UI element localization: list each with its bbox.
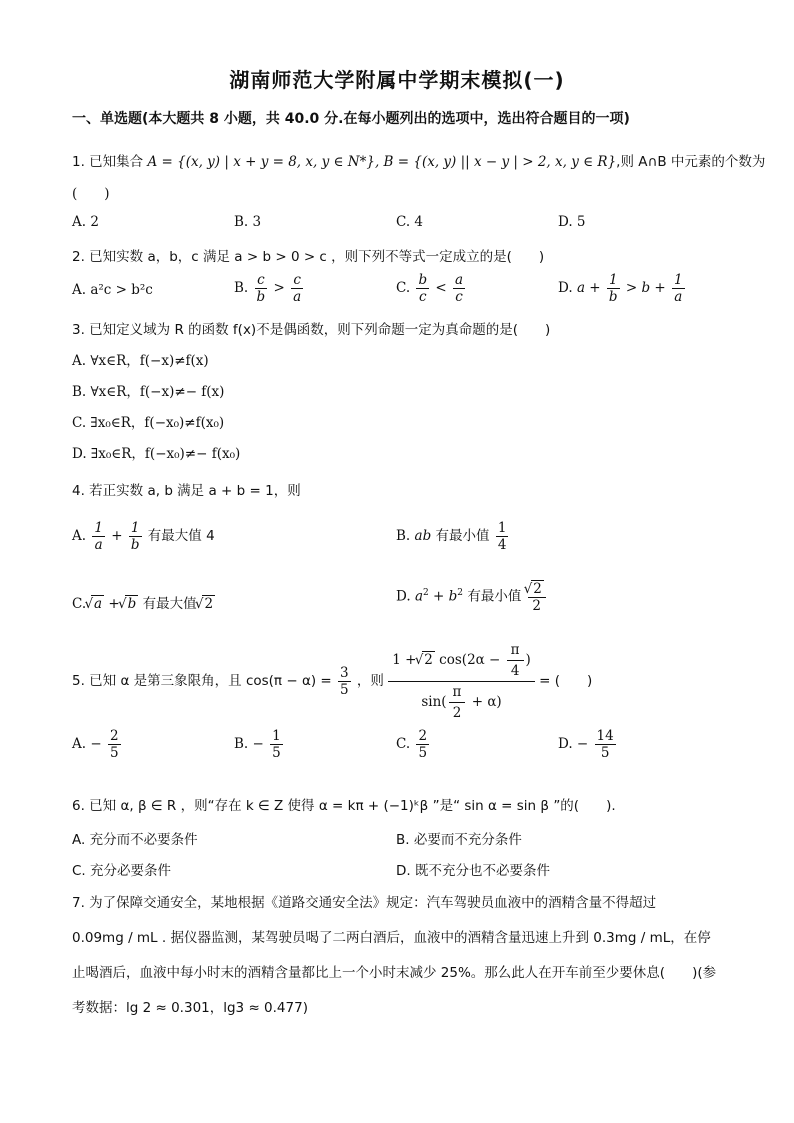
q1-option-d: D. 5 (558, 214, 586, 230)
q4-option-b: B. ab 有最小值 $\frac{1}{4}$ (396, 520, 507, 553)
q5-option-d: D. − $\frac{14}{5}$ (558, 728, 614, 761)
q1-suffix: ,则 A∩B 中元素的个数为 (616, 154, 766, 170)
q2-option-c: C. $\frac{b}{c}$ < $\frac{a}{c}$ (396, 272, 464, 305)
q3-option-c: C. ∃x₀∈R，f(−x₀)≠f(x₀) (72, 415, 225, 431)
q5-stem-mid: ，则 (356, 673, 384, 689)
q1-option-c: C. 4 (396, 214, 424, 230)
q1-paren: ( ) (72, 186, 110, 202)
q5-stem-end: = ( ) (539, 673, 593, 689)
q4-option-d: D. $a^2 + b^2$ 有最小值 √ $\frac{2}{2}$ (396, 580, 548, 614)
q6-option-b: B. 必要而不充分条件 (396, 832, 522, 848)
q6-option-a: A. 充分而不必要条件 (72, 832, 198, 848)
q4-option-c-tail: 有最大值 (142, 596, 197, 612)
question-5-stem: 5. 已知 α 是第三象限角，且 cos(π − α) = $\frac{3}{5}$ ，则 1 + √ 2 cos(2α − $\frac{\pi}{4}$ ) sin( $\frac{\pi}{2}$ + α) = ( ) (72, 642, 592, 721)
q1-set-a: A = {(x, y) | x + y = 8, x, y ∈ N*} (147, 154, 375, 170)
question-7-line-2: 0.09mg / mL . 据仪器监测，某驾驶员喝了二两白酒后，血液中的酒精含量迅速上升到 0.3mg / mL，在停 (72, 930, 711, 946)
section-heading: 一、单选题(本大题共 8 小题，共 40.0 分.在每小题列出的选项中，选出符合题目的一项) (72, 111, 630, 127)
question-7-line-1: 7. 为了保障交通安全，某地根据《道路交通安全法》规定：汽车驾驶员血液中的酒精含量不得超过 (72, 895, 657, 911)
q2-option-b: B. $\frac{c}{b}$ > $\frac{c}{a}$ (234, 272, 302, 305)
q4-option-a: A. $\frac{1}{a}$ + $\frac{1}{b}$ 有最大值 4 (72, 520, 215, 553)
question-1-stem (72, 150, 765, 170)
q6-option-d: D. 既不充分也不必要条件 (396, 863, 550, 879)
q4-option-c: C. √ a + √ b 有最大值 √ 2 (72, 592, 215, 612)
q3-option-b: B. ∀x∈R，f(−x)≠− f(x) (72, 384, 225, 400)
question-7-line-3: 止喝酒后，血液中每小时末的酒精含量都比上一个小时末减少 25%。那么此人在开车前至少要休息( )(参 (72, 965, 717, 981)
page-title: 湖南师范大学附属中学期末模拟(一) (229, 68, 565, 92)
q2-option-b-label: B. (234, 280, 249, 296)
q4-option-a-tail: 有最大值 4 (147, 528, 215, 544)
q5-option-b: B. − $\frac{1}{5}$ (234, 728, 281, 761)
q2-option-a: A. a²c > b²c (72, 282, 153, 298)
q5-expression: 1 + √ 2 cos(2α − $\frac{\pi}{4}$ ) sin( $\frac{\pi}{2}$ + α) (388, 642, 535, 721)
q1-option-b: B. 3 (234, 214, 262, 230)
question-6-stem: 6. 已知 α, β ∈ R ，则“存在 k ∈ Z 使得 α = kπ + (−1)ᵏβ ”是“ sin α = sin β ”的( ). (72, 798, 616, 814)
q5-option-c: C. $\frac{2}{5}$ (396, 728, 428, 761)
q3-option-d: D. ∃x₀∈R，f(−x₀)≠− f(x₀) (72, 446, 241, 462)
q2-option-d: D. a + $\frac{1}{b}$ > b + $\frac{1}{a}$ (558, 272, 683, 305)
q2-option-c-label: C. (396, 280, 411, 296)
q2-option-d-label: D. (558, 280, 573, 296)
q3-option-a: A. ∀x∈R，f(−x)≠f(x) (72, 353, 209, 369)
q5-option-a: A. − $\frac{2}{5}$ (72, 728, 119, 761)
q4-option-b-tail: 有最小值 (435, 528, 490, 544)
question-4-stem: 4. 若正实数 a, b 满足 a + b = 1，则 (72, 483, 301, 499)
q4-option-d-tail: 有最小值 (467, 588, 522, 605)
q6-option-c: C. 充分必要条件 (72, 863, 172, 879)
question-7-line-4: 考数据：lg 2 ≈ 0.301，lg3 ≈ 0.477) (72, 1000, 308, 1016)
q1-prefix: 1. 已知集合 (72, 154, 144, 170)
question-3-stem: 3. 已知定义域为 R 的函数 f(x)不是偶函数，则下列命题一定为真命题的是( ) (72, 322, 551, 338)
q1-option-a: A. 2 (72, 214, 99, 230)
q1-set-b: , B = {(x, y) || x − y | > 2, x, y ∈ R} (374, 154, 617, 170)
question-2-stem: 2. 已知实数 a，b，c 满足 a > b > 0 > c ，则下列不等式一定成立的是( ) (72, 249, 545, 265)
q5-stem-pre: 5. 已知 α 是第三象限角，且 cos(π − α) = (72, 673, 332, 689)
